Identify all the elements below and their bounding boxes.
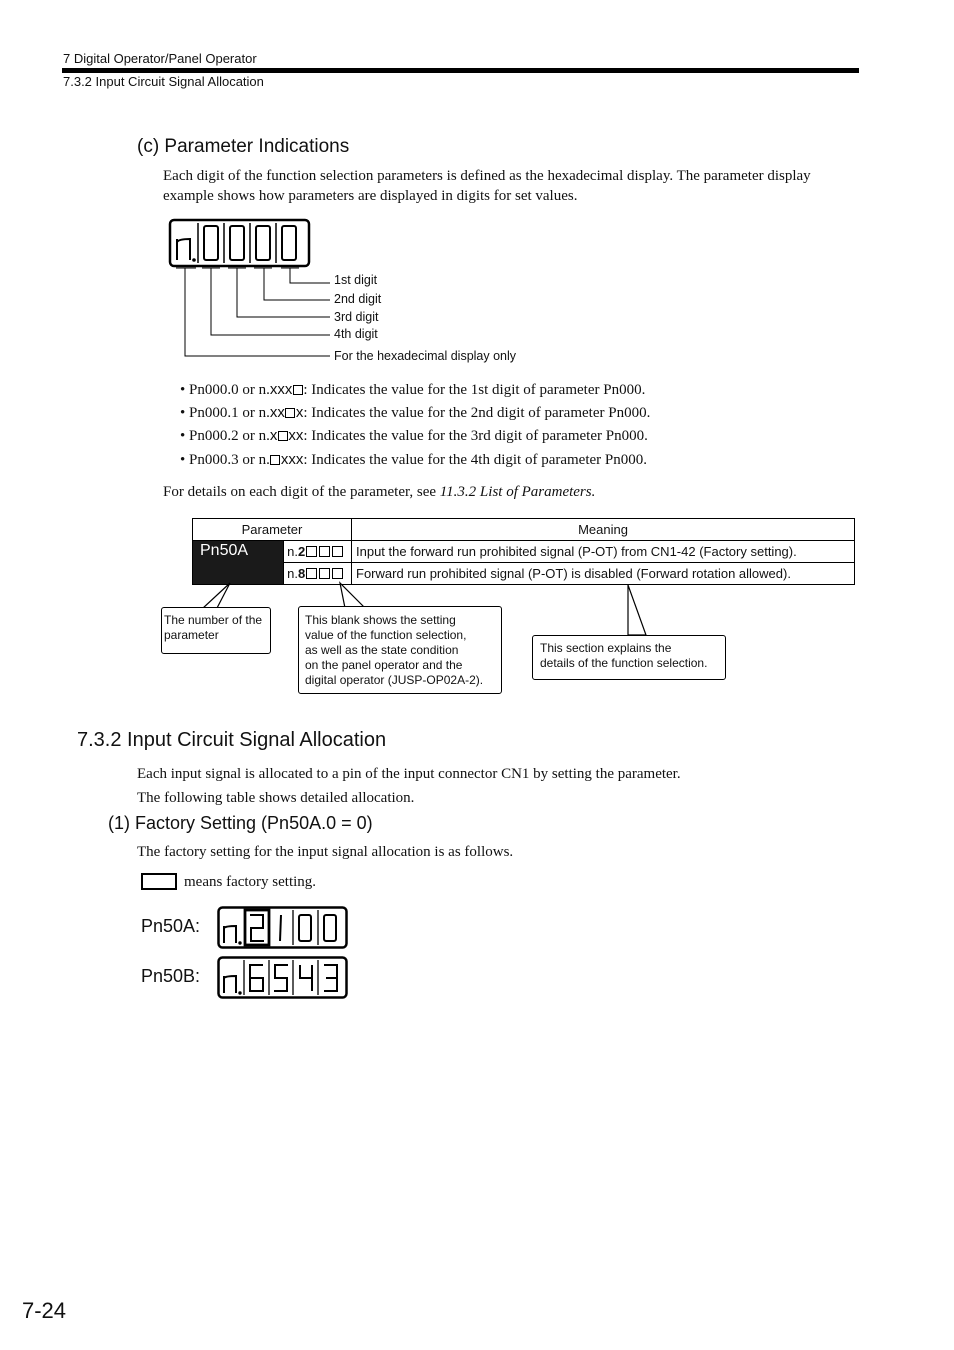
placeholder-box-icon (319, 546, 330, 557)
section-text-line2: The following table shows detailed allocation. (137, 790, 415, 806)
page-number: 7-24 (22, 1298, 67, 1323)
section-text-line1: Each input signal is allocated to a pin of the input connector CN1 by setting the parameter. (137, 766, 681, 782)
setting-cell: n.2 (284, 541, 352, 563)
placeholder-box-icon (306, 546, 317, 557)
param-intro-line1: Each digit of the function selection parameters is defined as the hexadecimal display. The parameter display (163, 168, 811, 184)
bullet-item: • Pn000.1 or n.xx x: Indicates the value for the 2nd digit of parameter Pn000. (180, 404, 651, 421)
placeholder-box-icon (293, 385, 303, 395)
factory-setting-text: The factory setting for the input signal allocation is as follows. (137, 844, 514, 860)
label-2nd-digit: 2nd digit (334, 292, 382, 306)
param-indications-heading: (c) Parameter Indications (137, 136, 350, 157)
meaning-cell: Forward run prohibited signal (P-OT) is disabled (Forward rotation allowed). (352, 563, 855, 585)
label-4th-digit: 4th digit (334, 327, 378, 341)
placeholder-box-icon (270, 455, 280, 465)
bullet-item: • Pn000.3 or n. xxx: Indicates the value for the 4th digit of parameter Pn000. (180, 451, 647, 468)
param-intro-line2: example shows how parameters are displayed in digits for set values. (163, 188, 578, 204)
bullet-item: • Pn000.2 or n.x xx: Indicates the value for the 3rd digit of parameter Pn000. (180, 427, 648, 444)
factory-setting-legend-text: means factory setting. (184, 874, 317, 890)
pn50a-display (217, 906, 349, 950)
placeholder-box-icon (285, 408, 295, 418)
header-rule (62, 68, 859, 73)
label-hex-only: For the hexadecimal display only (334, 349, 517, 363)
meaning-cell: Input the forward run prohibited signal (P-OT) from CN1-42 (Factory setting). (352, 541, 855, 563)
placeholder-box-icon (278, 431, 288, 441)
details-reference-link: 11.3.2 List of Parameters. (439, 484, 596, 500)
param-name-cell: Pn50A (193, 541, 284, 585)
placeholder-box-icon (332, 546, 343, 557)
running-header-section: 7.3.2 Input Circuit Signal Allocation (63, 74, 264, 89)
label-1st-digit: 1st digit (334, 273, 378, 287)
table-header-meaning: Meaning (352, 519, 855, 541)
table-header-parameter: Parameter (193, 519, 352, 541)
callout-setting-blank: This blank shows the setting value of the function selection, as well as the state condition on the panel operator and the digital operator (JUSP-OP02A-2). (298, 606, 502, 694)
pn50b-label: Pn50B: (141, 966, 201, 986)
section-heading: 7.3.2 Input Circuit Signal Allocation (77, 729, 387, 751)
label-3rd-digit: 3rd digit (334, 310, 379, 324)
details-reference: For details on each digit of the parameter, see 11.3.2 List of Parameters. (163, 484, 596, 500)
callout-meaning-section: This section explains the details of the function selection. (532, 635, 726, 680)
running-header-chapter: 7 Digital Operator/Panel Operator (63, 51, 257, 66)
factory-setting-legend-box (141, 873, 177, 890)
bullet-item: • Pn000.0 or n.xxx : Indicates the value for the 1st digit of parameter Pn000. (180, 381, 646, 398)
pn50a-label: Pn50A: (141, 916, 201, 936)
factory-setting-heading: (1) Factory Setting (Pn50A.0 = 0) (108, 813, 373, 833)
pn50b-display (217, 956, 349, 1000)
callout-parameter-number: The number of the parameter (161, 607, 271, 654)
setting-cell: n.8 (284, 563, 352, 585)
